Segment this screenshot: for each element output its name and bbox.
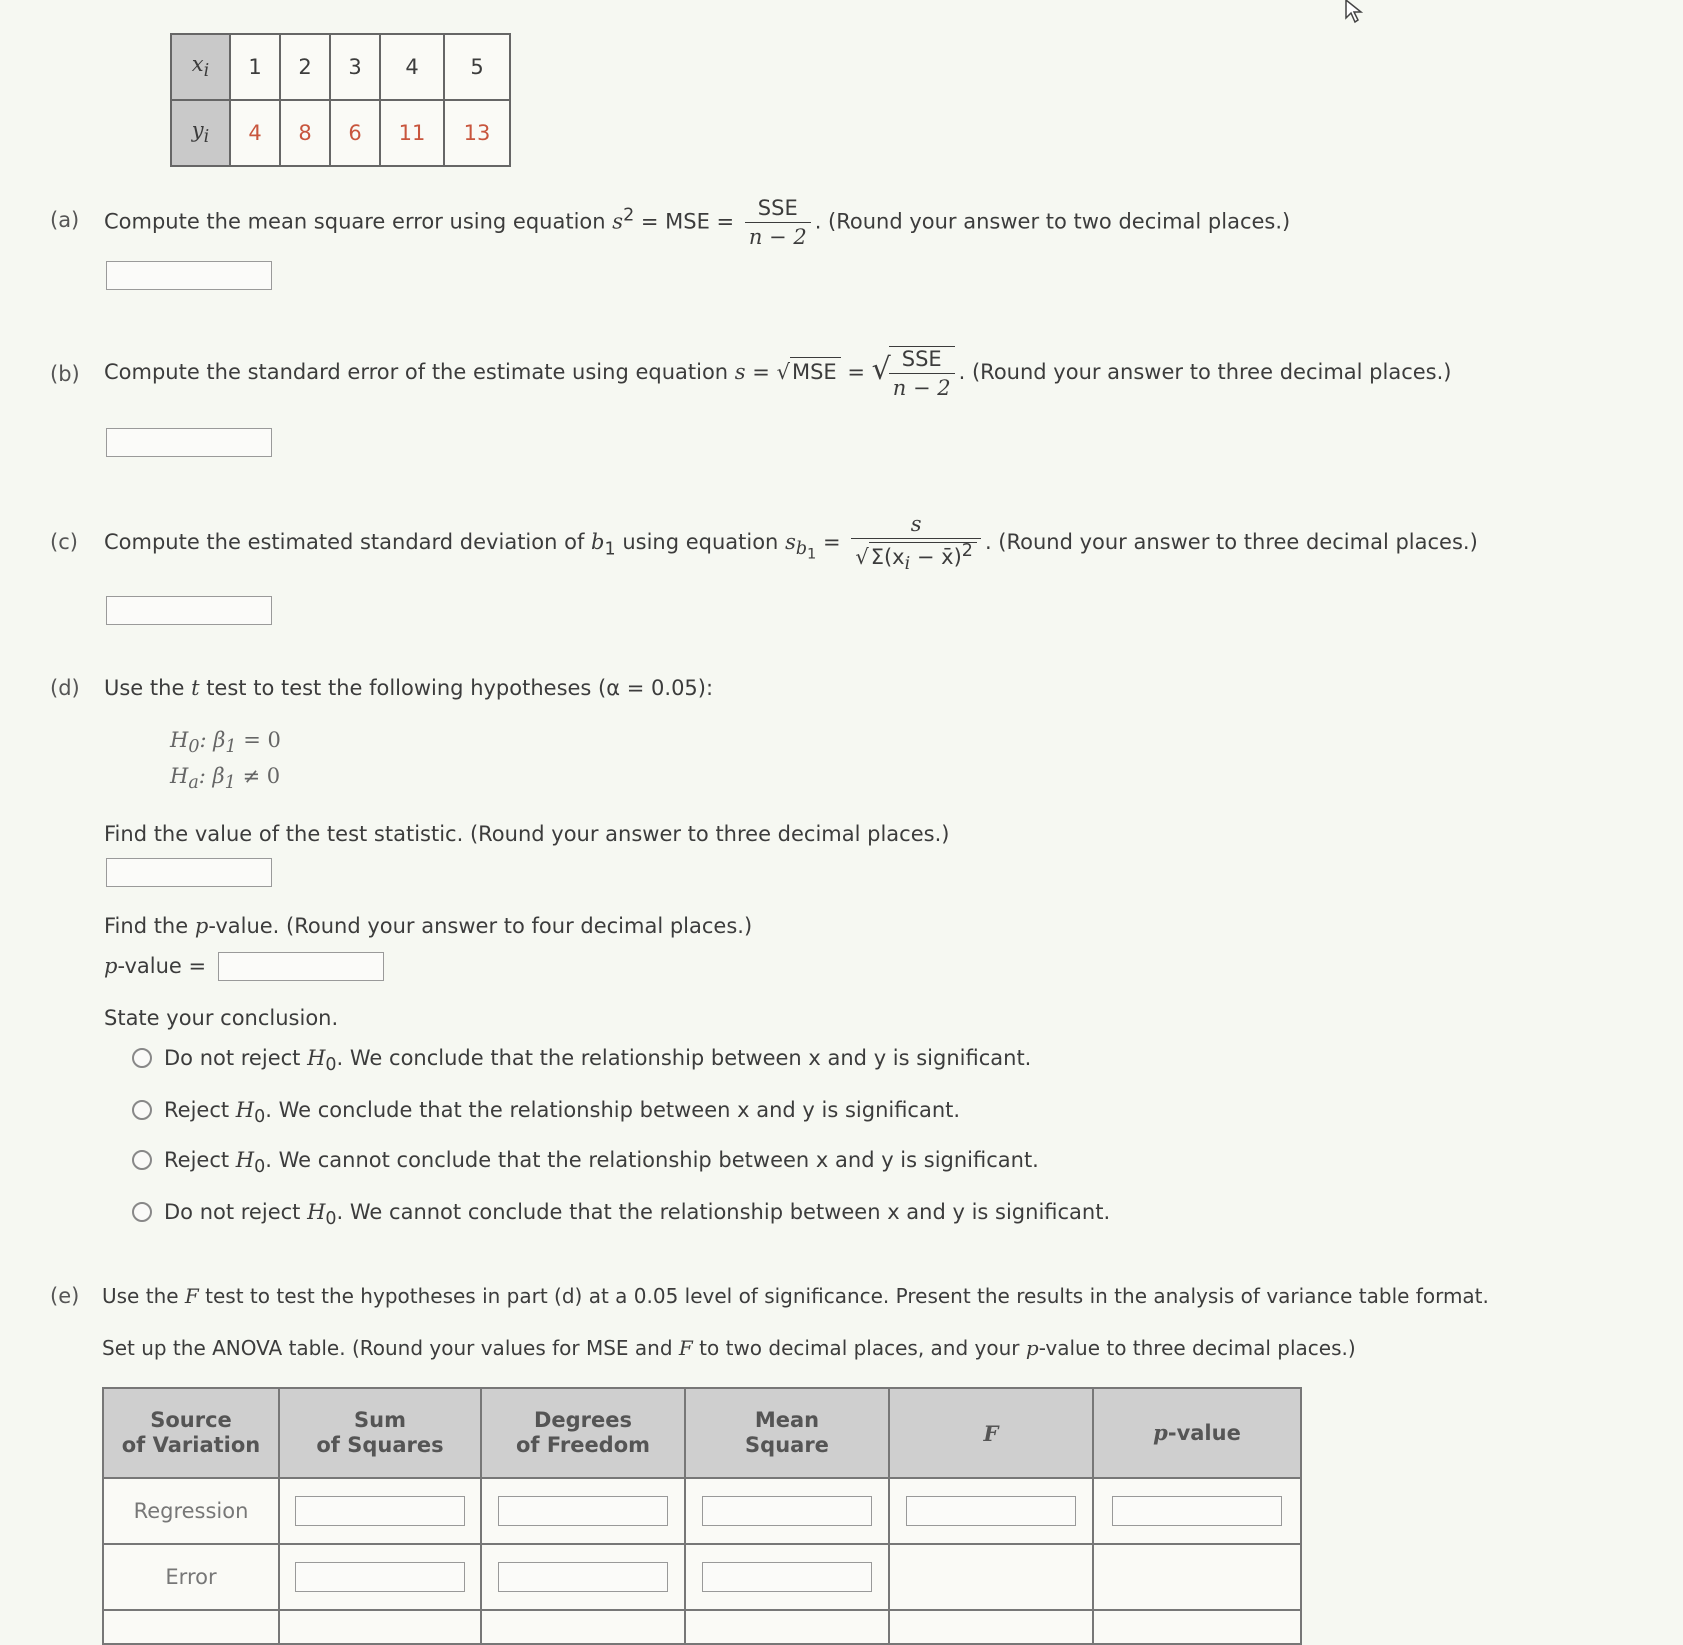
y-row [171, 100, 510, 166]
option-lead: Do not reject [164, 1200, 301, 1224]
header-line: of Squares [316, 1433, 444, 1457]
df-cell [481, 1544, 685, 1610]
eq-sup: 2 [623, 205, 635, 226]
mse-answer-input[interactable] [106, 261, 272, 290]
x-value: 2 [280, 34, 330, 100]
conclusion-radio-1[interactable] [132, 1048, 152, 1068]
b-sub: 1 [604, 539, 616, 560]
conclusion-radio-4[interactable] [132, 1202, 152, 1222]
frac-num: SSE [745, 196, 811, 223]
h0-h: H [170, 728, 189, 752]
x-value: 5 [444, 34, 510, 100]
t-var: t [191, 676, 200, 700]
option-lead: Reject [164, 1098, 230, 1122]
test-stat-prompt: Find the value of the test statistic. (Round your answer to three decimal places.) [104, 822, 950, 846]
header-source [103, 1388, 279, 1478]
y-header [171, 100, 230, 166]
h-symbol: H [235, 1098, 255, 1122]
error-ss-input[interactable] [295, 1562, 465, 1592]
h-sub: 0 [325, 1055, 337, 1076]
den-sub: i [904, 554, 911, 575]
test-stat-input[interactable] [106, 858, 272, 887]
pvalue-prompt-text-2: -value. (Round your answer to four decimal places.) [208, 914, 753, 938]
ss-cell [279, 1478, 481, 1544]
part-d-text-2: test to test the following hypotheses (α = 0.05): [206, 676, 714, 700]
ha-sub: a [188, 773, 199, 794]
conclusion-option-2[interactable] [164, 1098, 960, 1127]
fraction-sse [745, 196, 811, 249]
eq-s: s [734, 360, 746, 384]
part-e-line2-text: Set up the ANOVA table. (Round your values for MSE and [102, 1336, 673, 1360]
pvalue-input[interactable] [218, 952, 384, 981]
eq-sub-b: b [795, 539, 808, 560]
x-row [171, 34, 510, 100]
p-var: p [1153, 1420, 1168, 1445]
header-ms [685, 1388, 889, 1478]
part-e-line2-mid: to two decimal places, and your [699, 1336, 1020, 1360]
y-sub: i [203, 127, 210, 148]
pvalue-label-text: -value = [117, 954, 207, 978]
p-var: p [104, 954, 118, 978]
part-c-round: . (Round your answer to three decimal places.) [984, 530, 1478, 555]
y-label: y [191, 118, 204, 143]
part-e-line1 [102, 1284, 1672, 1308]
frac-num: s [851, 512, 981, 539]
eq-s: s [612, 209, 624, 234]
sqrt-symbol-icon: √ [776, 360, 790, 384]
conclusion-option-3[interactable] [164, 1148, 1039, 1177]
conclusion-option-1[interactable] [164, 1046, 1031, 1075]
part-b-question [104, 346, 1451, 400]
part-a-round: . (Round your answer to two decimal places.) [814, 209, 1291, 234]
pvalue-cell-empty [1093, 1544, 1301, 1610]
eq-s: s [785, 530, 796, 555]
header-line: Mean [754, 1408, 820, 1432]
regression-df-input[interactable] [498, 1496, 668, 1526]
anova-row-regression [103, 1478, 1301, 1544]
conclusion-radio-3[interactable] [132, 1150, 152, 1170]
fraction-sb1 [851, 512, 981, 574]
h-sub: 0 [254, 1107, 266, 1128]
ss-cell [279, 1544, 481, 1610]
part-b-text: Compute the standard error of the estimate using equation [104, 360, 729, 384]
anova-header-row [103, 1388, 1301, 1478]
y-value: 13 [444, 100, 510, 166]
std-error-answer-input[interactable] [106, 428, 272, 457]
option-rest: . We cannot conclude that the relationship between x and y is significant. [265, 1148, 1039, 1172]
option-rest: . We cannot conclude that the relationship between x and y is significant. [336, 1200, 1111, 1224]
frac-den: n − 2 [892, 376, 951, 400]
f-cell [889, 1478, 1093, 1544]
eq-equals-2: = [847, 360, 865, 384]
df-cell [481, 1478, 685, 1544]
eq-sub-1: 1 [807, 545, 817, 563]
ms-cell [685, 1478, 889, 1544]
header-line: of Freedom [515, 1433, 651, 1457]
ha-h: H [170, 764, 189, 788]
header-line: Source [150, 1408, 232, 1432]
part-e-label: (e) [50, 1284, 80, 1308]
anova-table [102, 1387, 1302, 1645]
part-c-label: (c) [50, 530, 78, 554]
error-df-input[interactable] [498, 1562, 668, 1592]
part-c-using: using equation [622, 530, 779, 555]
header-ss [279, 1388, 481, 1478]
h-sub: 0 [254, 1157, 266, 1178]
eq-equals: = [752, 360, 770, 384]
p-var: p [194, 914, 209, 938]
frac-den: $√\Sigma(x_i$ − x̄)$^2$ [851, 539, 981, 574]
h-symbol: H [307, 1046, 326, 1070]
part-b-round: . (Round your answer to three decimal places.) [958, 360, 1452, 384]
ms-cell [685, 1544, 889, 1610]
error-ms-input[interactable] [702, 1562, 872, 1592]
eq-equals: = [823, 530, 841, 555]
x-value: 4 [380, 34, 444, 100]
header-line: of Variation [121, 1433, 261, 1457]
header-line: Degrees [533, 1408, 633, 1432]
part-d-label: (d) [50, 676, 80, 700]
header-line: Sum [354, 1408, 406, 1432]
option-lead: Reject [164, 1148, 230, 1172]
part-c-text: Compute the estimated standard deviation of [104, 530, 585, 555]
x-label: x [191, 52, 204, 77]
den-sup: 2 [961, 541, 973, 561]
x-header [171, 34, 230, 100]
h-sub: 0 [325, 1209, 337, 1230]
pvalue-prompt-text: Find the [104, 914, 189, 938]
part-d-question [104, 676, 713, 700]
regression-ss-input[interactable] [295, 1496, 465, 1526]
sb1-answer-input[interactable] [106, 596, 272, 625]
part-e-line2 [102, 1336, 1356, 1360]
option-rest: . We conclude that the relationship between x and y is significant. [336, 1046, 1032, 1070]
y-value: 4 [230, 100, 280, 166]
ha-beta-sub: 1 [224, 773, 236, 794]
den-sigma: Σ(x [870, 545, 905, 569]
header-pvalue [1093, 1388, 1301, 1478]
conclusion-prompt: State your conclusion. [104, 1006, 339, 1030]
pvalue-prompt [104, 914, 752, 938]
ha-beta: : β [198, 764, 225, 788]
x-value: 3 [330, 34, 380, 100]
row-label: Regression [103, 1478, 279, 1544]
b-var: b [591, 530, 605, 555]
part-a-text: Compute the mean square error using equation [104, 209, 606, 234]
h-symbol: H [235, 1148, 255, 1172]
h0-sub: 0 [188, 737, 200, 758]
h-symbol: H [307, 1200, 326, 1224]
anova-row-error [103, 1544, 1301, 1610]
data-table [170, 33, 511, 167]
frac-num: SSE [889, 347, 955, 374]
part-d-text: Use the [104, 676, 185, 700]
frac-den: n − 2 [748, 225, 807, 249]
part-e-line2-after: -value to three decimal places.) [1038, 1336, 1356, 1360]
sqrt-mse: MSE [790, 357, 841, 384]
pvalue-cell [1093, 1478, 1301, 1544]
header-line: Square [745, 1433, 829, 1457]
part-e-text-2: test to test the hypotheses in part (d) at a 0.05 level of significance. Present the results in the analysis of variance table format. [205, 1284, 1489, 1308]
part-c-question [104, 512, 1478, 574]
x-value: 1 [230, 34, 280, 100]
header-df [481, 1388, 685, 1478]
header-f: F [889, 1388, 1093, 1478]
y-value: 6 [330, 100, 380, 166]
regression-ms-input[interactable] [702, 1496, 872, 1526]
cursor-icon [1344, 0, 1374, 24]
y-value: 11 [380, 100, 444, 166]
h0-beta-sub: 1 [225, 737, 237, 758]
ha-hypothesis [170, 764, 280, 793]
row-label: Error [103, 1544, 279, 1610]
p-var: p [1025, 1336, 1039, 1360]
option-lead: Do not reject [164, 1046, 301, 1070]
y-value: 8 [280, 100, 330, 166]
regression-f-input[interactable] [906, 1496, 1076, 1526]
x-sub: i [203, 61, 210, 82]
f-var: F [678, 1336, 693, 1360]
part-a-label: (a) [50, 208, 80, 232]
fraction-sse [889, 346, 955, 400]
eq-mse: = MSE = [640, 209, 735, 234]
den-rest: − x̄) [916, 545, 962, 569]
f-var: F [184, 1284, 199, 1308]
pvalue-label [104, 954, 206, 978]
regression-pvalue-input[interactable] [1112, 1496, 1282, 1526]
part-e-text: Use the [102, 1284, 179, 1308]
conclusion-option-4[interactable] [164, 1200, 1110, 1229]
option-rest: . We conclude that the relationship between x and y is significant. [265, 1098, 961, 1122]
h0-hypothesis [170, 728, 281, 757]
h0-rel: = 0 [243, 728, 281, 752]
f-cell-empty [889, 1544, 1093, 1610]
h0-beta: : β [199, 728, 226, 752]
sqrt-symbol-icon: √ [871, 352, 891, 387]
part-a-question [104, 196, 1290, 249]
ha-rel: ≠ 0 [242, 764, 281, 788]
part-b-label: (b) [50, 362, 80, 386]
header-line: -value [1167, 1421, 1241, 1445]
conclusion-radio-2[interactable] [132, 1100, 152, 1120]
